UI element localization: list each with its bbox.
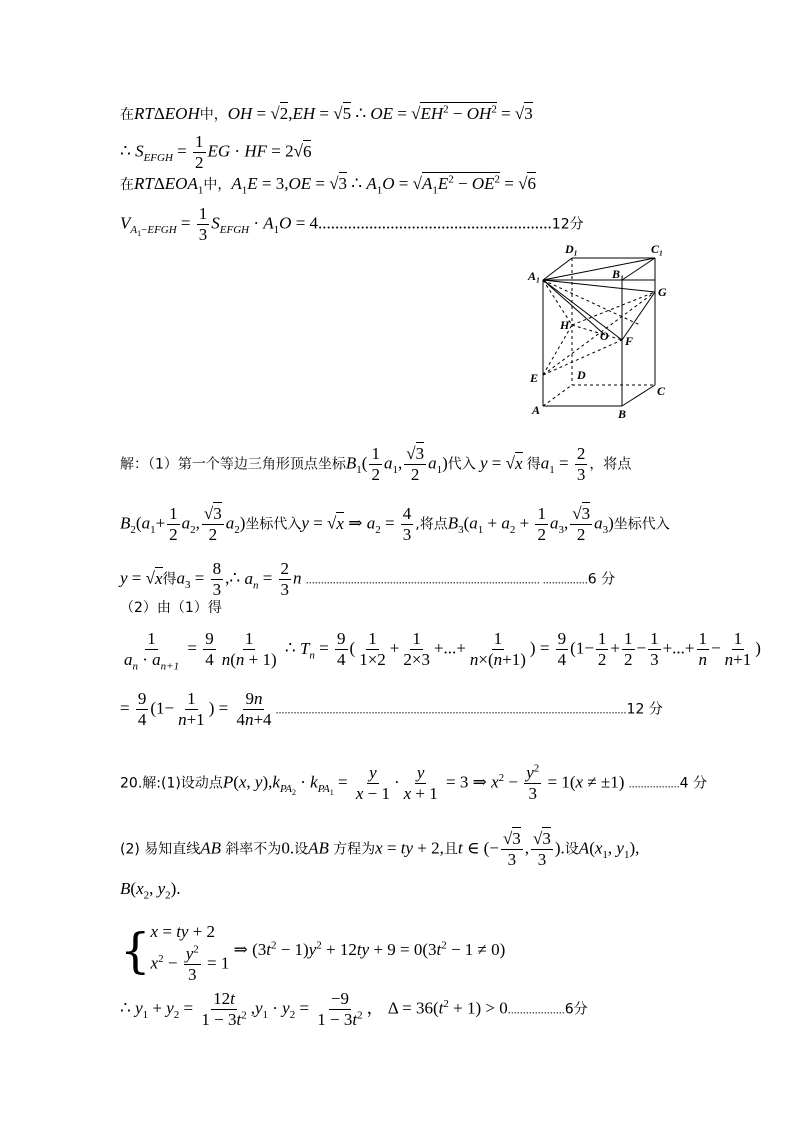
- score-6-b: 6分: [564, 1001, 588, 1018]
- line-area-efgh: ∴ $S_{EFGH}$ = $\frac{1}{2}$ EG · HF = 2√6: [120, 132, 312, 172]
- label-f: F: [625, 334, 634, 348]
- line-sol1-b: $B_2(a_1+$ $\frac{1}{2}$ $a_2$, $\frac{√3}{2}$ $a_2$)坐标代入y = √x ⇒ $a_2$ = $\frac{4}{3}$ ,将点$B_3(a_1 + a_2$ + $\frac{1}{2}$ $a_3$, $\frac{√3}{2}$ $a_3$)坐标代入: [120, 504, 670, 544]
- line-rt-eoa1: 在$RT\Delta EOA_1$中，$A_1E = 3,OE = √3$ ∴ $A_1O = √A_1E^2 - OE^2 = √6$: [120, 173, 536, 197]
- label-b: B: [618, 407, 627, 421]
- label-e: E: [530, 371, 539, 385]
- line-sum-2: = $\frac{9}{4}$ (1− $\frac{1}{n+1}$ ) = $\frac{9n}{4n+4}$ .....................................................................................................................12 分: [120, 689, 663, 729]
- line-q20-2: (2) 易知直线AB 斜率不为0.设AB 方程为x = ty + 2,且t ∈ (− $\frac{√3}{3}$ , $\frac{√3}{3}$ ).设$A(x_1$, $y_1$),: [120, 829, 640, 869]
- label-a: A: [532, 403, 541, 417]
- label-c1: C₁: [651, 242, 664, 256]
- line-q20-system: { x = ty + 2 $x^2$ − $\frac{y^2}{3}$ = 1 ⇒ $(3t^2 - 1)y^2 + 12ty + 9 = 0(3t^2 - 1 \ne 0)$: [120, 922, 506, 984]
- label-o: O: [600, 329, 609, 343]
- prism-figure: [520, 240, 680, 425]
- line-q20-1: 20.解:(1)设动点P(x, $y),k_{PA_2} \cdot k_{PA_1}$ = $\frac{y}{x - 1}$ · $\frac{y}{x + 1}$ = 3 ⇒ $x^2$ − $\frac{y^2}{3}$ = 1(x ≠ ±1) .................4 分: [120, 762, 708, 803]
- label-b1: B₁: [612, 267, 625, 281]
- score-6-a: 6 分: [587, 571, 616, 588]
- line-part2: （2）由（1）得: [120, 600, 222, 616]
- line-sum-1: $\frac{1}{a_n \cdot a_{n+1}}$ = $\frac{9}{4}$ $\frac{1}{n(n + 1)}$ ∴ $T_n$ = $\frac{9}{4}$ ( $\frac{1}{1\times 2}$ + $\frac{1}{2\times 3}$ +...+ $\frac{1}{n\times(n+1)}$ ) = $\frac{9}{4}$ (1− $\frac{1}{2}$ + $\frac{1}{2}$ − $\frac{1}{3}$ +...+ $\frac{1}{n}$ − $\frac{1}{n+1}$ ): [124, 629, 761, 673]
- label-a1: A₁: [528, 269, 541, 283]
- line-q20-3: $B(x_2$, $y_2$).: [120, 879, 181, 902]
- label-d1: D₁: [565, 242, 578, 256]
- line-rt-eoh: 在RTΔEOH中，OH = √2,EH = √5 ∴ OE = $√EH^2 - OH^2 = √3$: [120, 103, 533, 123]
- label-h: H: [560, 318, 570, 332]
- line-sol1-a: 解：（1）第一个等边三角形顶点坐标$B_1$( $\frac{1}{2}$ $a_1$, $\frac{√3}{2}$ $a_1$)代入 y = √x 得$a_1$ = $\frac{2}{3}$ ，将点: [120, 444, 632, 484]
- line-volume: $V_{A_1-EFGH}$ = $\frac{1}{3}$ $S_{EFGH} \cdot A_1O = 4.......................................................12$分: [120, 204, 584, 244]
- label-g: G: [658, 285, 667, 299]
- line-q20-vieta: ∴ $y_1 + y_2$ = $\frac{12t}{1 - 3t^2}$ $,y_1 \cdot y_2$ = $\frac{-9}{1 - 3t^2}$ ， $\Delta = 36(t^2 + 1) > 0...................6$分: [120, 989, 588, 1029]
- line-sol1-c: y = √x得$a_3$ = $\frac{8}{3}$ ,∴ $a_n$ = $\frac{2}{3}$ n .............................................................................. ...............6 分: [120, 559, 616, 599]
- score-12-a: 12分: [551, 216, 584, 233]
- label-c: C: [657, 384, 666, 398]
- score-4: 4 分: [679, 775, 708, 792]
- label-d: D: [577, 368, 586, 382]
- score-12-b: 12 分: [626, 701, 663, 718]
